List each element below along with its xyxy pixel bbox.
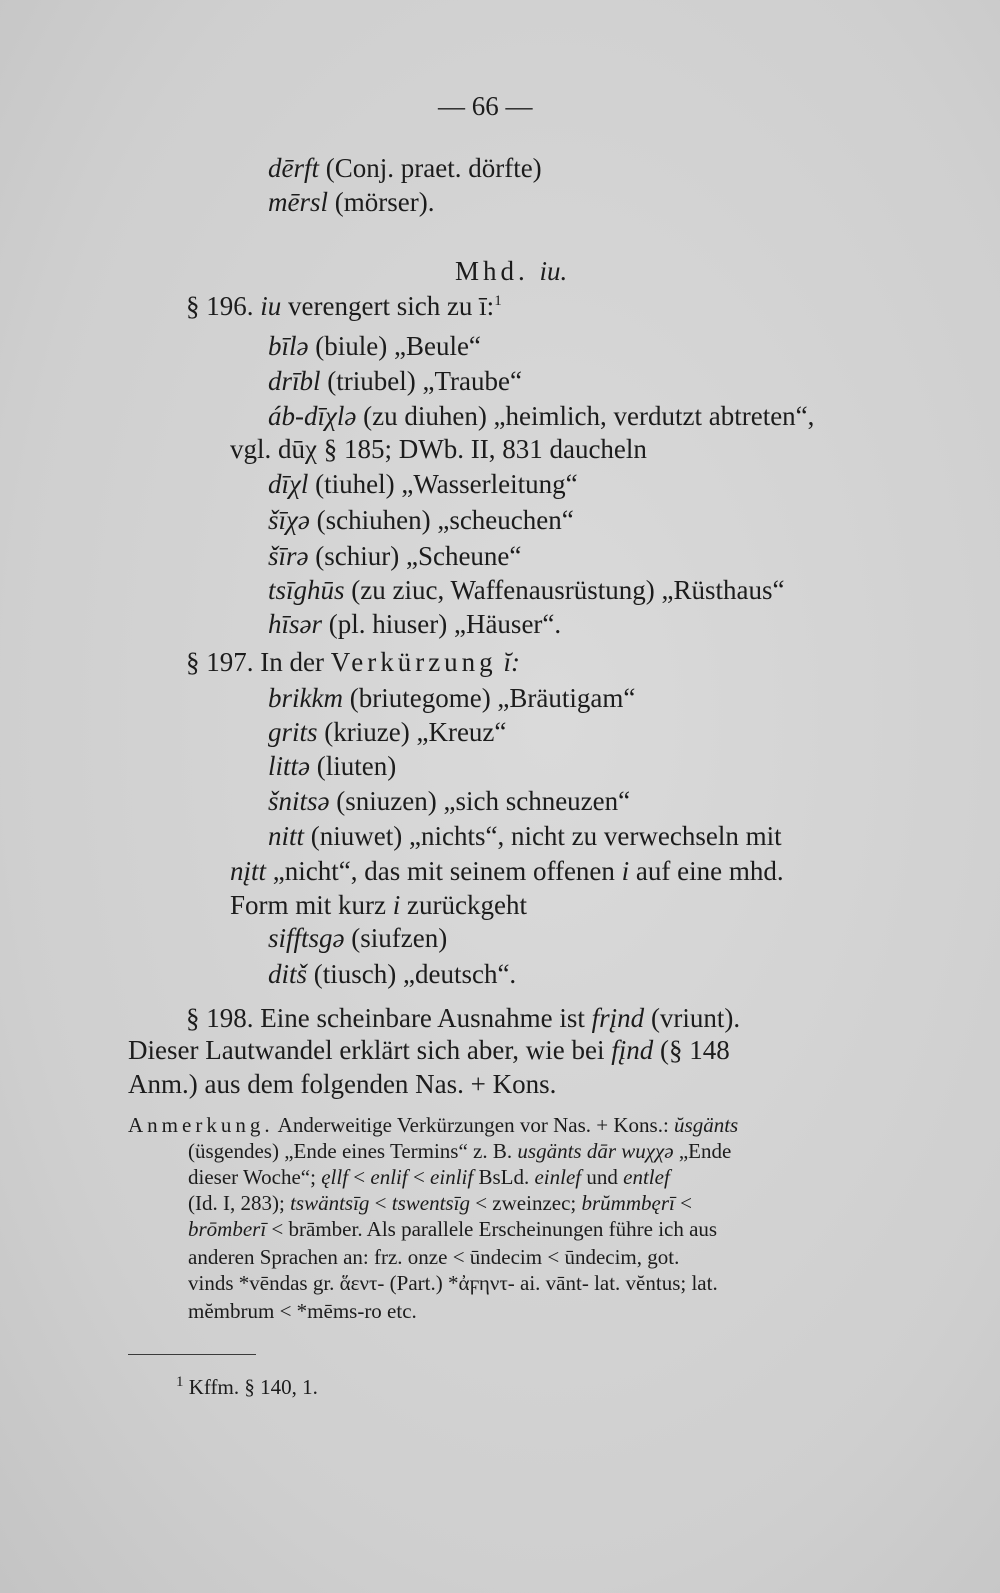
text-line — [268, 540, 521, 572]
note-line — [188, 1216, 717, 1242]
heading-text: verengert sich zu ī: — [281, 291, 495, 321]
paragraph-line — [186, 1002, 740, 1034]
text-line — [268, 574, 784, 606]
text-line — [230, 855, 784, 887]
note-text: Anderweitige Verkürzungen vor Nas. + Kons.: — [273, 1113, 675, 1137]
dialect-word: dīχl — [268, 469, 309, 499]
paragraph-text: § 198. Eine scheinbare Ausnahme ist — [186, 1003, 592, 1033]
reference-rest: § 185; DWb. II, 831 daucheln — [317, 434, 647, 464]
text-line — [230, 433, 647, 465]
dialect-word: nitt — [268, 821, 305, 851]
section-heading — [455, 255, 567, 287]
gloss: (zu diuhen) „heimlich, verdutzt abtreten“, — [356, 401, 815, 431]
gloss: (liuten) — [310, 751, 397, 781]
paragraph-heading — [186, 646, 520, 678]
note-line: vinds *vēndas gr. ἅεντ- (Part.) *ἀϝηντ- ai. vānt- lat. vĕntus; lat. — [188, 1271, 718, 1295]
dialect-word: littə — [268, 751, 310, 781]
footnote — [176, 1374, 318, 1400]
note-line — [188, 1138, 731, 1164]
dialect-word: einlef — [534, 1165, 582, 1189]
paragraph-text-rest: (vriunt). — [644, 1003, 741, 1033]
heading-vowel: iu. — [539, 256, 568, 286]
gloss: (schiur) „Scheune“ — [308, 541, 522, 571]
note-label: Anmerkung. — [128, 1113, 274, 1137]
text-line — [230, 889, 527, 921]
text-line — [268, 785, 630, 817]
gloss-rest: auf eine mhd. — [629, 856, 784, 886]
dialect-word: áb-dīχlə — [268, 401, 357, 431]
footnote-rule — [128, 1354, 256, 1355]
gloss: (biule) „Beule“ — [308, 331, 481, 361]
text-line — [268, 682, 635, 714]
dialect-word: ęllf — [321, 1165, 349, 1189]
heading-text: § 197. In der — [186, 647, 331, 677]
paragraph-line — [128, 1034, 730, 1066]
note-text: < zweinzec; — [469, 1191, 582, 1215]
dialect-word: šīχə — [268, 505, 310, 535]
gloss: (niuwet) „nichts“, nicht zu verwechseln mit — [304, 821, 782, 851]
dialect-word: mērsl — [268, 187, 328, 217]
note-text: < — [348, 1165, 371, 1189]
vowel: i — [621, 856, 630, 886]
dialect-word: šnitsə — [268, 786, 330, 816]
note-text: (Id. I, 283); — [188, 1191, 291, 1215]
gloss: (kriuze) „Kreuz“ — [317, 717, 507, 747]
dialect-word: enlif — [370, 1165, 408, 1189]
heading-label: Mhd. — [455, 256, 540, 286]
text-line — [268, 468, 578, 500]
gloss: (briutegome) „Bräutigam“ — [342, 683, 636, 713]
gloss: (siufzen) — [344, 923, 448, 953]
note-text: < brāmber. Als parallele Erscheinungen führe ich aus — [266, 1217, 718, 1241]
note-text: (üsgendes) „Ende eines Termins“ z. B. — [188, 1139, 518, 1163]
gloss-rest: zurückgeht — [400, 890, 527, 920]
gloss: (Conj. praet. dörfte) — [319, 153, 542, 183]
note-text: < — [369, 1191, 392, 1215]
note-line — [188, 1164, 670, 1190]
note-text: und — [581, 1165, 624, 1189]
dialect-word: tsīghūs — [268, 575, 345, 605]
dialect-word: brŭmmbęrī — [581, 1191, 675, 1215]
text-line — [268, 365, 522, 397]
dialect-word: nįtt — [230, 856, 267, 886]
gloss: (pl. hiuser) „Häuser“. — [322, 609, 562, 639]
dialect-word: hīsər — [268, 609, 322, 639]
footnote-marker: 1 — [176, 1374, 184, 1390]
paragraph-text-rest: (§ 148 — [653, 1035, 730, 1065]
text-line — [268, 330, 481, 362]
section-number: § 196. — [186, 291, 261, 321]
dialect-word: einlif — [430, 1165, 474, 1189]
text-line — [268, 820, 782, 852]
text-line — [268, 716, 506, 748]
dialect-word: tswäntsīg — [290, 1191, 370, 1215]
dialect-word: drībl — [268, 366, 321, 396]
dialect-word: frįnd — [591, 1003, 645, 1033]
note-line — [188, 1190, 692, 1216]
note-text: BsLd. — [473, 1165, 535, 1189]
dialect-word: šīrə — [268, 541, 309, 571]
dialect-word: grits — [268, 717, 318, 747]
reference: vgl. dūχ — [230, 434, 317, 464]
text-line — [268, 504, 574, 536]
text-line — [268, 958, 516, 990]
gloss: (triubel) „Traube“ — [320, 366, 522, 396]
dialect-word: brikkm — [268, 683, 343, 713]
dialect-word: sifftsgə — [268, 923, 345, 953]
gloss: (zu ziuc, Waffenausrüstung) „Rüsthaus“ — [344, 575, 785, 605]
gloss: (tiusch) „deutsch“. — [307, 959, 517, 989]
gloss: Form mit kurz — [230, 890, 393, 920]
note-text: dieser Woche“; — [188, 1165, 322, 1189]
paragraph-line: Anm.) aus dem folgenden Nas. + Kons. — [128, 1069, 557, 1099]
dialect-word: ŭsgänts — [674, 1113, 739, 1137]
dialect-word: brōmberī — [188, 1217, 267, 1241]
text-line — [268, 186, 434, 218]
dialect-word: fįnd — [611, 1035, 654, 1065]
note-line: anderen Sprachen an: frz. onze < ūndecim < ūndecim, got. — [188, 1245, 680, 1269]
text-line — [268, 922, 447, 954]
dialect-word: entlef — [623, 1165, 670, 1189]
text-line — [268, 400, 814, 432]
page-number: — 66 — — [438, 91, 533, 121]
gloss: (schiuhen) „scheuchen“ — [309, 505, 574, 535]
footnote-marker: 1 — [494, 293, 502, 309]
vowel: ĭ: — [496, 647, 520, 677]
vowel: iu — [260, 291, 282, 321]
paragraph-text: Dieser Lautwandel erklärt sich aber, wie bei — [128, 1035, 612, 1065]
footnote-text: Kffm. § 140, 1. — [183, 1375, 318, 1399]
dialect-word: bīlə — [268, 331, 309, 361]
text-line — [268, 750, 396, 782]
note-line: mĕmbrum < *mēms-ro etc. — [188, 1299, 417, 1323]
vowel: i — [392, 890, 401, 920]
dialect-word: dērft — [268, 153, 319, 183]
text-line — [268, 608, 561, 640]
note-text: < — [407, 1165, 431, 1189]
gloss: (sniuzen) „sich schneuzen“ — [329, 786, 631, 816]
paragraph-heading — [186, 290, 502, 322]
text-line — [268, 152, 542, 184]
dialect-word: ditš — [268, 959, 308, 989]
dialect-word: tswentsīg — [391, 1191, 470, 1215]
dialect-word: usgänts dār wuχχə — [517, 1139, 674, 1163]
note-text: < — [674, 1191, 692, 1215]
note-line — [128, 1112, 738, 1138]
gloss: (tiuhel) „Wasserleitung“ — [308, 469, 578, 499]
note-text-rest: „Ende — [673, 1139, 732, 1163]
gloss: „nicht“, das mit seinem offenen — [266, 856, 622, 886]
gloss: (mörser). — [328, 187, 435, 217]
heading-term: Verkürzung — [330, 647, 497, 677]
